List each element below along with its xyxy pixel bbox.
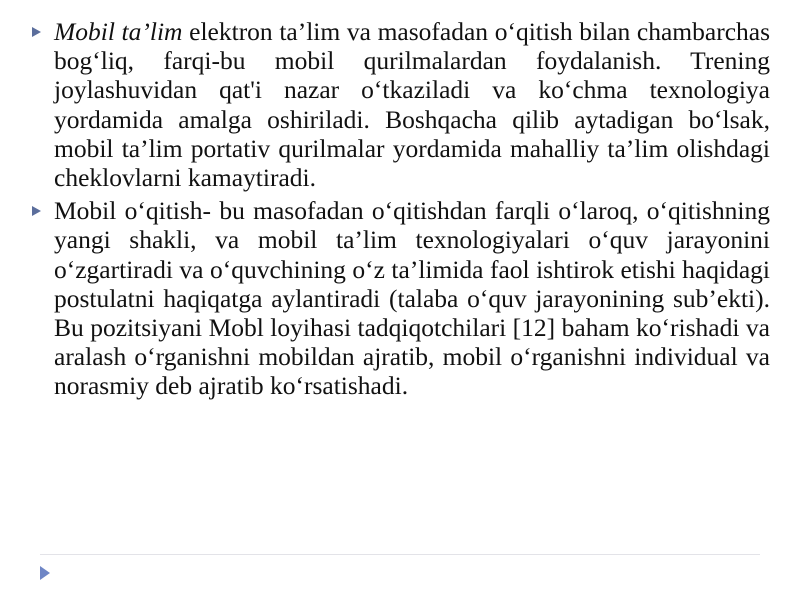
footer-arrow-icon[interactable] [40,566,50,580]
bullet-item-2 [30,196,770,400]
bullet-body: elektron ta’lim va masofadan o‘qitish bilan chambarchas bog‘liq, farqi-bu mobil qurilmalardan foydalanish. Trening joylashuvidan qat'i nazar o‘tkaziladi va ko‘chma texnologiya yordamida amalga oshiriladi. Boshqacha qilib aytadigan bo‘lsak, mobil ta’lim portativ qurilmalar yordamida mahalliy ta’lim olishdagi cheklovlarni kamaytiradi. [54,17,771,193]
bullet-item-1 [30,17,770,192]
bullet-lead-italic: Mobil ta’lim [54,17,183,46]
footer-divider [40,554,760,555]
bullet-text-2 [54,196,770,400]
bullet-triangle-icon [32,27,41,37]
bullet-body: Mobil o‘qitish- bu masofadan o‘qitishdan farqli o‘laroq, o‘qitishning yangi shakli, va mobil ta’lim texnologiyalari o‘quv jarayonini o‘zgartiradi va o‘quvchining o‘z ta’limida faol ishtirok etishi haqidagi postulatni haqiqatga aylantiradi (talaba o‘quv jarayonining sub’ekti). Bu pozitsiyani Mobl loyihasi tadqiqotchilari [12] baham ko‘rishadi va aralash o‘rganishni mobildan ajratib, mobil o‘rganishni individual va norasmiy deb ajratib ko‘rsatishadi. [54,196,770,401]
bullet-triangle-icon [32,206,41,216]
bullet-list [30,17,770,405]
bullet-text-1 [54,17,770,192]
